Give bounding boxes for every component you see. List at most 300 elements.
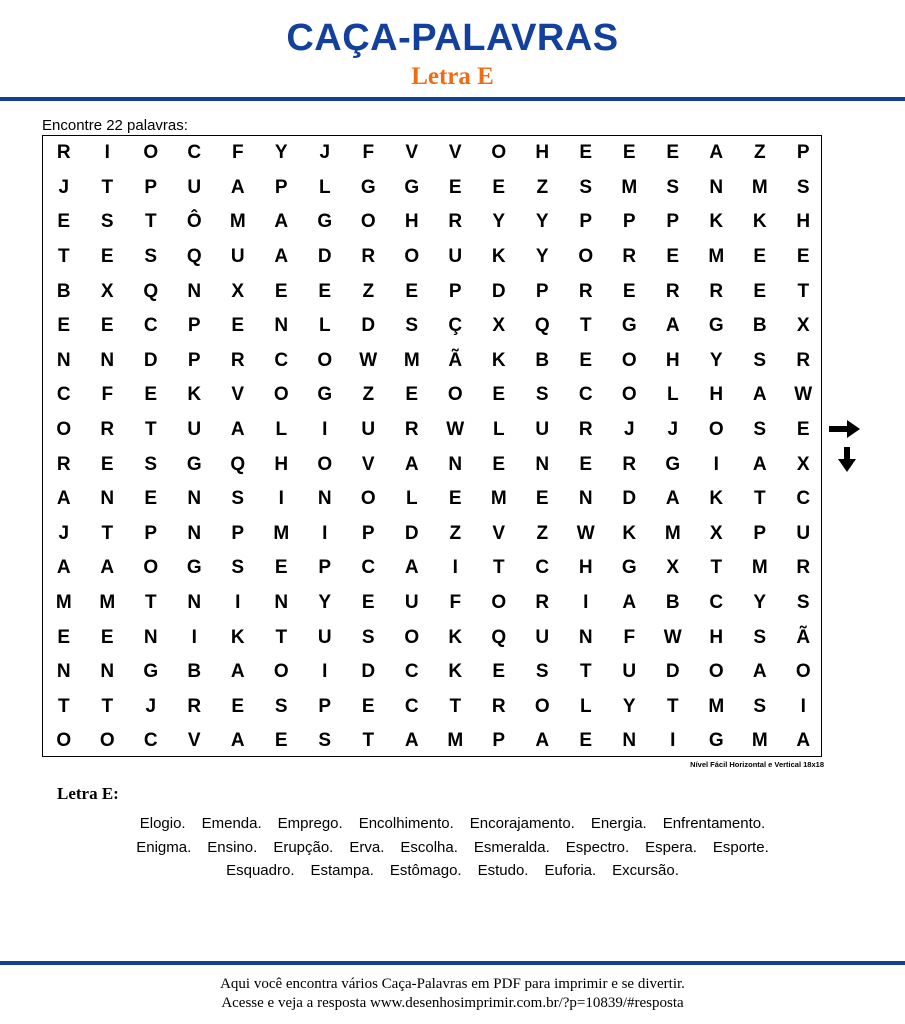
grid-cell: O: [491, 142, 507, 164]
grid-cell: F: [449, 592, 462, 614]
grid-cell: N: [187, 592, 202, 614]
grid-cell: W: [359, 349, 378, 371]
word-item: Erva.: [349, 838, 385, 856]
grid-cell: X: [709, 522, 723, 544]
grid-cell: E: [622, 142, 636, 164]
bottom-divider: [0, 961, 905, 965]
grid-cell: T: [57, 246, 70, 268]
grid-cell: B: [56, 280, 71, 302]
grid-cell: O: [99, 730, 115, 752]
grid-cell: O: [534, 695, 550, 717]
grid-cell: A: [100, 557, 115, 579]
grid-cell: C: [56, 384, 71, 406]
grid-cell: R: [56, 453, 71, 475]
grid-cell: M: [751, 176, 768, 198]
grid-cell: J: [667, 419, 679, 441]
grid-cell: T: [362, 730, 375, 752]
grid-cell: E: [274, 730, 288, 752]
grid-cell: U: [535, 419, 550, 441]
grid-cell: N: [274, 315, 289, 337]
grid-cell: H: [404, 211, 419, 233]
grid-cell: S: [753, 349, 767, 371]
grid-cell: E: [579, 453, 593, 475]
grid-cell: R: [709, 280, 724, 302]
word-item: Escolha.: [400, 838, 458, 856]
grid-cell: V: [448, 142, 462, 164]
word-list-line: [40, 859, 865, 883]
grid-cell: S: [796, 592, 810, 614]
grid-cell: I: [452, 557, 458, 579]
grid-cell: E: [492, 384, 506, 406]
grid-cell: R: [187, 695, 202, 717]
grid-cell: E: [144, 488, 158, 510]
grid-cell: S: [753, 626, 767, 648]
grid-cell: O: [708, 419, 724, 441]
grid-cell: N: [535, 453, 550, 475]
grid-cell: O: [491, 592, 507, 614]
word-item: Emprego.: [277, 815, 343, 832]
grid-cell: A: [404, 557, 419, 579]
grid-cell: U: [317, 626, 332, 648]
grid-cell: S: [579, 176, 593, 198]
grid-cell: U: [622, 661, 637, 683]
grid-cell: I: [104, 142, 110, 164]
grid-cell: E: [579, 349, 593, 371]
difficulty-note: Nível Fácil Horizontal e Vertical 18x18: [690, 760, 824, 769]
grid-cell: E: [231, 315, 245, 337]
grid-cell: S: [753, 695, 767, 717]
grid-cell: T: [144, 592, 157, 614]
word-item: Elogio.: [139, 815, 186, 832]
grid-cell: G: [708, 315, 724, 337]
grid-cell: C: [578, 384, 593, 406]
grid-cell: W: [446, 419, 465, 441]
grid-cell: T: [753, 488, 766, 510]
grid-cell: Y: [709, 349, 723, 371]
grid-cell: O: [317, 453, 333, 475]
grid-cell: H: [796, 211, 811, 233]
grid-cell: P: [318, 695, 332, 717]
grid-cell: N: [187, 488, 202, 510]
word-item: Espectro.: [565, 838, 630, 856]
grid-cell: P: [579, 211, 593, 233]
grid-cell: W: [663, 626, 682, 648]
grid-cell: U: [230, 246, 245, 268]
grid-cell: R: [578, 280, 593, 302]
grid-cell: X: [100, 280, 114, 302]
grid-cell: S: [231, 557, 245, 579]
grid-cell: B: [665, 592, 680, 614]
grid-cell: E: [361, 695, 375, 717]
grid-cell: X: [492, 315, 506, 337]
grid-cell: E: [666, 142, 680, 164]
grid-cell: O: [621, 384, 637, 406]
grid-cell: E: [57, 211, 71, 233]
word-item: Encolhimento.: [358, 815, 454, 832]
grid-cell: A: [752, 453, 767, 475]
grid-cell: H: [665, 349, 680, 371]
grid-cell: I: [670, 730, 676, 752]
grid-cell: Q: [491, 626, 507, 648]
grid-cell: A: [274, 246, 289, 268]
grid-cell: O: [404, 246, 420, 268]
grid-cell: S: [144, 246, 158, 268]
grid-cell: X: [796, 315, 810, 337]
grid-cell: K: [709, 211, 724, 233]
grid-cell: I: [322, 522, 328, 544]
grid-cell: M: [229, 211, 246, 233]
grid-cell: H: [709, 626, 724, 648]
word-item: Ensino.: [207, 838, 258, 856]
grid-cell: Q: [143, 280, 159, 302]
grid-cell: Z: [753, 142, 766, 164]
grid-cell: G: [186, 453, 202, 475]
grid-cell: M: [55, 592, 72, 614]
grid-cell: I: [322, 419, 328, 441]
grid-cell: O: [404, 626, 420, 648]
grid-cell: K: [622, 522, 637, 544]
grid-cell: U: [187, 419, 202, 441]
grid-cell: J: [319, 142, 331, 164]
grid-cell: S: [144, 453, 158, 475]
grid-cell: I: [278, 488, 284, 510]
grid-cell: A: [230, 176, 245, 198]
grid-cell: Y: [318, 592, 332, 614]
grid-cell: O: [447, 384, 463, 406]
grid-cell: K: [491, 349, 506, 371]
grid-cell: D: [361, 315, 376, 337]
grid-cell: G: [143, 661, 159, 683]
grid-cell: C: [274, 349, 289, 371]
grid-cell: E: [448, 488, 462, 510]
grid-cell: O: [56, 730, 72, 752]
grid-cell: V: [187, 730, 201, 752]
grid-cell: S: [666, 176, 680, 198]
grid-cell: T: [275, 626, 288, 648]
grid-cell: L: [492, 419, 505, 441]
word-item: Espera.: [645, 838, 697, 856]
grid-cell: O: [56, 419, 72, 441]
footer-line-2: Acesse e veja a resposta www.desenhosimprimir.com.br/?p=10839/#resposta: [221, 995, 684, 1011]
grid-cell: D: [491, 280, 506, 302]
grid-cell: N: [578, 488, 593, 510]
grid-cell: C: [361, 557, 376, 579]
grid-cell: U: [404, 592, 419, 614]
grid-cell: M: [273, 522, 290, 544]
grid-cell: E: [405, 384, 419, 406]
grid-cell: Z: [536, 176, 549, 198]
grid-cell: V: [361, 453, 375, 475]
grid-cell: K: [491, 246, 506, 268]
grid-cell: U: [535, 626, 550, 648]
grid-cell: H: [578, 557, 593, 579]
grid-cell: K: [752, 211, 767, 233]
grid-cell: Y: [535, 211, 549, 233]
grid-cell: V: [405, 142, 419, 164]
grid-cell: U: [361, 419, 376, 441]
grid-cell: F: [362, 142, 375, 164]
grid-cell: Q: [186, 246, 202, 268]
grid-cell: F: [623, 626, 636, 648]
grid-cell: E: [753, 280, 767, 302]
grid-cell: E: [405, 280, 419, 302]
grid-cell: R: [491, 695, 506, 717]
grid-cell: S: [535, 661, 549, 683]
grid-cell: E: [318, 280, 332, 302]
grid-cell: M: [621, 176, 638, 198]
grid-cell: C: [404, 661, 419, 683]
grid-cell: E: [753, 246, 767, 268]
arrow-right-icon: [829, 420, 861, 438]
grid-cell: L: [318, 315, 331, 337]
grid-cell: Ç: [448, 315, 463, 337]
grid-cell: M: [708, 246, 725, 268]
grid-cell: N: [143, 626, 158, 648]
grid-cell: N: [100, 661, 115, 683]
grid-cell: F: [231, 142, 244, 164]
grid-cell: T: [797, 280, 810, 302]
grid-cell: R: [230, 349, 245, 371]
grid-cell: E: [57, 626, 71, 648]
grid-cell: Q: [230, 453, 246, 475]
grid-cell: U: [448, 246, 463, 268]
grid-cell: D: [361, 661, 376, 683]
grid-cell: Z: [362, 384, 375, 406]
grid-cell: X: [666, 557, 680, 579]
grid-cell: Y: [622, 695, 636, 717]
grid-cell: Ô: [186, 211, 202, 233]
grid-cell: N: [56, 349, 71, 371]
grid-cell: E: [100, 246, 114, 268]
grid-cell: Z: [362, 280, 375, 302]
grid-cell: O: [273, 384, 289, 406]
grid-cell: T: [144, 211, 157, 233]
grid-cell: G: [404, 176, 420, 198]
grid-cell: Ã: [796, 626, 811, 648]
grid-cell: W: [794, 384, 813, 406]
grid-cell: S: [753, 419, 767, 441]
grid-cell: O: [143, 557, 159, 579]
grid-cell: L: [318, 176, 331, 198]
grid-cell: M: [447, 730, 464, 752]
grid-cell: T: [101, 176, 114, 198]
grid-cell: C: [143, 315, 158, 337]
grid-cell: P: [753, 522, 767, 544]
grid-cell: T: [579, 315, 592, 337]
grid-cell: O: [317, 349, 333, 371]
grid-cell: K: [187, 384, 202, 406]
grid-cell: I: [322, 661, 328, 683]
grid-cell: G: [360, 176, 376, 198]
grid-cell: M: [751, 730, 768, 752]
grid-cell: P: [492, 730, 506, 752]
grid-cell: H: [535, 142, 550, 164]
grid-cell: E: [57, 315, 71, 337]
word-item: Esmeralda.: [473, 838, 550, 856]
grid-cell: D: [317, 246, 332, 268]
grid-cell: J: [58, 522, 70, 544]
grid-cell: T: [710, 557, 723, 579]
grid-cell: I: [713, 453, 719, 475]
grid-cell: R: [56, 142, 71, 164]
grid-cell: G: [621, 315, 637, 337]
grid-cell: I: [800, 695, 806, 717]
grid-cell: O: [143, 142, 159, 164]
grid-cell: O: [795, 661, 811, 683]
word-list-line: [40, 812, 865, 836]
grid-cell: S: [231, 488, 245, 510]
grid-cell: Y: [753, 592, 767, 614]
grid-cell: A: [535, 730, 550, 752]
grid-cell: D: [622, 488, 637, 510]
grid-cell: M: [664, 522, 681, 544]
grid-cell: Q: [534, 315, 550, 337]
letter-grid: [42, 136, 825, 759]
grid-cell: D: [665, 661, 680, 683]
word-list-title: Letra E:: [57, 784, 119, 803]
grid-cell: P: [318, 557, 332, 579]
word-item: Excursão.: [612, 862, 679, 879]
grid-cell: P: [666, 211, 680, 233]
grid-cell: M: [708, 695, 725, 717]
grid-cell: S: [274, 695, 288, 717]
grid-cell: F: [101, 384, 114, 406]
top-divider: [0, 97, 905, 101]
grid-cell: T: [101, 522, 114, 544]
grid-cell: U: [187, 176, 202, 198]
grid-cell: N: [578, 626, 593, 648]
grid-cell: T: [57, 695, 70, 717]
grid-cell: Z: [536, 522, 549, 544]
grid-cell: T: [492, 557, 505, 579]
grid-cell: V: [231, 384, 245, 406]
grid-cell: R: [448, 211, 463, 233]
grid-cell: N: [274, 592, 289, 614]
grid-cell: E: [100, 453, 114, 475]
grid-cell: M: [403, 349, 420, 371]
grid-cell: O: [708, 661, 724, 683]
grid-cell: M: [490, 488, 507, 510]
grid-cell: E: [144, 384, 158, 406]
grid-cell: L: [666, 384, 679, 406]
grid-cell: N: [187, 280, 202, 302]
grid-cell: N: [709, 176, 724, 198]
word-item: Emenda.: [201, 815, 262, 832]
grid-cell: G: [317, 211, 333, 233]
grid-cell: Y: [535, 246, 549, 268]
grid-cell: K: [448, 626, 463, 648]
grid-cell: E: [622, 280, 636, 302]
grid-cell: H: [709, 384, 724, 406]
grid-cell: G: [186, 557, 202, 579]
grid-cell: R: [535, 592, 550, 614]
grid-cell: A: [404, 730, 419, 752]
grid-cell: E: [796, 246, 810, 268]
grid-cell: S: [318, 730, 332, 752]
grid-cell: E: [666, 246, 680, 268]
grid-cell: A: [796, 730, 811, 752]
grid-cell: K: [709, 488, 724, 510]
grid-cell: A: [230, 730, 245, 752]
grid-cell: O: [578, 246, 594, 268]
grid-cell: H: [274, 453, 289, 475]
grid-cell: P: [361, 522, 375, 544]
grid-cell: B: [535, 349, 550, 371]
grid-cell: W: [576, 522, 595, 544]
grid-cell: I: [235, 592, 241, 614]
grid-cell: N: [56, 661, 71, 683]
word-item: Estudo.: [477, 862, 529, 879]
grid-cell: P: [796, 142, 810, 164]
grid-cell: D: [143, 349, 158, 371]
grid-cell: A: [622, 592, 637, 614]
grid-cell: R: [796, 349, 811, 371]
grid-cell: O: [360, 488, 376, 510]
grid-cell: I: [191, 626, 197, 648]
grid-cell: S: [405, 315, 419, 337]
grid-cell: G: [665, 453, 681, 475]
grid-cell: A: [752, 661, 767, 683]
grid-cell: P: [622, 211, 636, 233]
grid-cell: M: [99, 592, 116, 614]
grid-cell: S: [361, 626, 375, 648]
grid-cell: R: [796, 557, 811, 579]
grid-cell: N: [448, 453, 463, 475]
grid-cell: L: [579, 695, 592, 717]
grid-cell: G: [317, 384, 333, 406]
word-list-line: [40, 836, 865, 860]
word-item: Esporte.: [712, 838, 769, 856]
grid-cell: C: [143, 730, 158, 752]
grid-cell: E: [492, 453, 506, 475]
grid-cell: E: [274, 557, 288, 579]
grid-cell: E: [492, 661, 506, 683]
grid-cell: P: [231, 522, 245, 544]
grid-cell: P: [144, 522, 158, 544]
grid-cell: C: [404, 695, 419, 717]
grid-cell: R: [622, 246, 637, 268]
grid-cell: E: [274, 280, 288, 302]
page-subtitle: Letra E: [411, 63, 494, 90]
grid-cell: R: [665, 280, 680, 302]
grid-cell: T: [449, 695, 462, 717]
grid-cell: J: [145, 695, 157, 717]
grid-cell: S: [100, 211, 114, 233]
grid-cell: P: [274, 176, 288, 198]
grid-cell: X: [231, 280, 245, 302]
grid-cell: C: [709, 592, 724, 614]
grid-cell: P: [144, 176, 158, 198]
grid-cell: P: [535, 280, 549, 302]
grid-cell: E: [448, 176, 462, 198]
grid-cell: T: [666, 695, 679, 717]
grid-cell: E: [361, 592, 375, 614]
grid-cell: A: [56, 488, 71, 510]
grid-cell: E: [100, 315, 114, 337]
grid-cell: A: [230, 661, 245, 683]
arrow-down-icon: [838, 447, 856, 473]
grid-cell: X: [796, 453, 810, 475]
word-item: Enfrentamento.: [662, 815, 766, 832]
grid-cell: M: [751, 557, 768, 579]
grid-cell: E: [100, 626, 114, 648]
grid-cell: C: [187, 142, 202, 164]
grid-cell: Ã: [448, 349, 463, 371]
grid-cell: T: [579, 661, 592, 683]
word-item: Encorajamento.: [469, 815, 575, 832]
word-item: Energia.: [590, 815, 647, 832]
grid-cell: A: [56, 557, 71, 579]
